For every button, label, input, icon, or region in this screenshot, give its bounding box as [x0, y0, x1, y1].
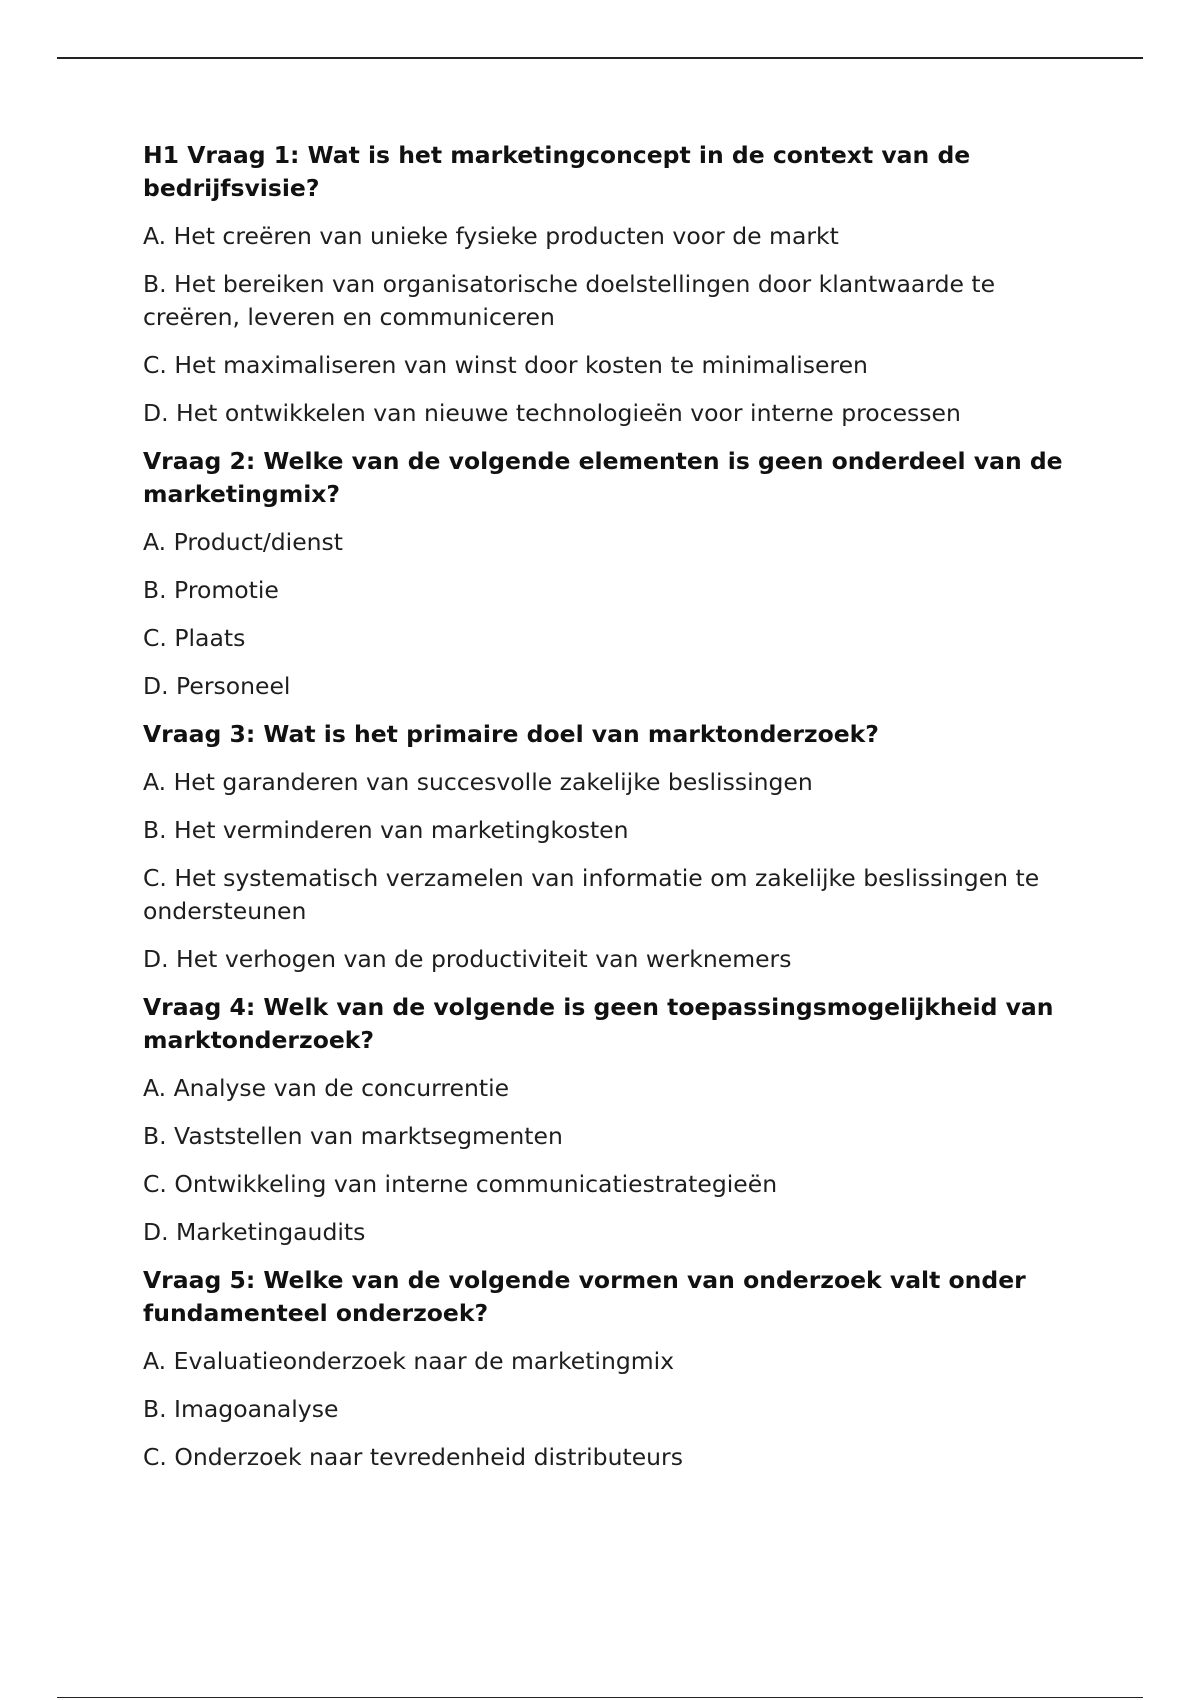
- question-1: H1 Vraag 1: Wat is het marketingconcept in de context van de bedrijfsvisie?: [143, 141, 971, 202]
- question-3-option-c: C. Het systematisch verzamelen van informatie om zakelijke beslissingen te ondersteunen: [143, 864, 1040, 925]
- question-4-option-c: C. Ontwikkeling van interne communicatiestrategieën: [143, 1170, 778, 1198]
- question-2-option-b: B. Promotie: [143, 576, 279, 604]
- header-rule: [57, 57, 1143, 59]
- question-1-option-c: C. Het maximaliseren van winst door kosten te minimaliseren: [143, 351, 868, 379]
- question-4-option-a: A. Analyse van de concurrentie: [143, 1074, 510, 1102]
- question-4-option-b: B. Vaststellen van marktsegmenten: [143, 1122, 563, 1150]
- question-2-option-d: D. Personeel: [143, 672, 291, 700]
- document-body: [143, 139, 1063, 1489]
- question-4: Vraag 4: Welk van de volgende is geen toepassingsmogelijkheid van marktonderzoek?: [143, 993, 1054, 1054]
- question-3-option-b: B. Het verminderen van marketingkosten: [143, 816, 629, 844]
- question-2: Vraag 2: Welke van de volgende elementen is geen onderdeel van de marketingmix?: [143, 447, 1063, 508]
- question-3-option-d: D. Het verhogen van de productiviteit van werknemers: [143, 945, 792, 973]
- footer-rule: [57, 1697, 1143, 1698]
- question-3: Vraag 3: Wat is het primaire doel van marktonderzoek?: [143, 720, 879, 748]
- question-4-option-d: D. Marketingaudits: [143, 1218, 366, 1246]
- question-1-option-d: D. Het ontwikkelen van nieuwe technologieën voor interne processen: [143, 399, 961, 427]
- question-5-option-b: B. Imagoanalyse: [143, 1395, 339, 1423]
- question-5-option-c: C. Onderzoek naar tevredenheid distributeurs: [143, 1443, 683, 1471]
- question-1-option-a: A. Het creëren van unieke fysieke producten voor de markt: [143, 222, 839, 250]
- question-5: Vraag 5: Welke van de volgende vormen van onderzoek valt onder fundamenteel onderzoek?: [143, 1266, 1026, 1327]
- question-3-option-a: A. Het garanderen van succesvolle zakelijke beslissingen: [143, 768, 813, 796]
- question-5-option-a: A. Evaluatieonderzoek naar de marketingmix: [143, 1347, 675, 1375]
- question-1-option-b: B. Het bereiken van organisatorische doelstellingen door klantwaarde te creëren, leveren en communiceren: [143, 270, 996, 331]
- question-2-option-a: A. Product/dienst: [143, 528, 344, 556]
- question-2-option-c: C. Plaats: [143, 624, 246, 652]
